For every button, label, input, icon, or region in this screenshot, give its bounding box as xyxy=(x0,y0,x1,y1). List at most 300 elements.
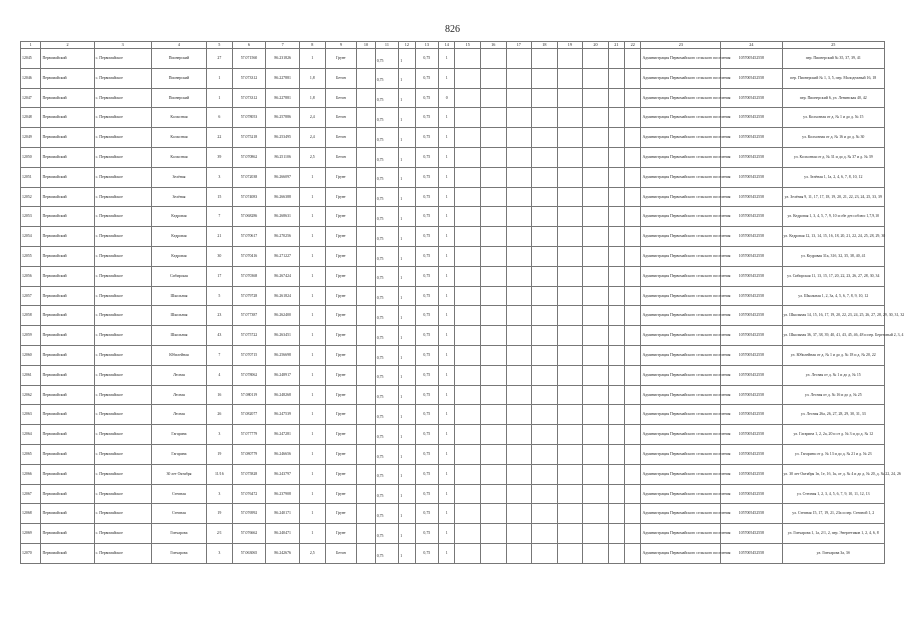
address-cell: ул. Юбилейная от д. № 1 и до д. № 18 и д. № 20, 22 xyxy=(782,345,884,365)
row-id: 12052 xyxy=(21,187,41,207)
count-cell-value: 1 xyxy=(400,296,403,301)
volume-cell xyxy=(375,167,399,187)
empty-cell xyxy=(557,524,583,544)
ogrn-cell: 1057005452558 xyxy=(721,385,782,405)
count-cell xyxy=(399,227,415,247)
count-cell xyxy=(399,246,415,266)
volume-cell-value: 0,75 xyxy=(376,137,384,142)
volume-cell-value: 0,75 xyxy=(376,434,384,439)
latitude-cell: 57.077779 xyxy=(232,425,266,445)
owner-cell: Администрация Первомайского сельского поселения xyxy=(641,306,721,326)
owner-cell: Администрация Первомайского сельского поселения xyxy=(641,444,721,464)
district-cell: Первомайский xyxy=(41,385,94,405)
empty-cell xyxy=(532,88,558,108)
empty-cell xyxy=(532,345,558,365)
count-cell xyxy=(399,128,415,148)
ogrn-cell: 1057005452558 xyxy=(721,345,782,365)
empty-cell xyxy=(357,227,375,247)
empty-cell xyxy=(583,504,609,524)
column-number: 6 xyxy=(232,42,266,49)
empty-cell xyxy=(357,425,375,445)
owner-cell: Администрация Первомайского сельского поселения xyxy=(641,543,721,563)
street-cell: Лесная xyxy=(151,385,206,405)
container-volume-cell: 0,75 xyxy=(415,365,439,385)
address-cell: ул. Лесная 26а, 26, 27, 28, 29, 30, 31, 33 xyxy=(782,405,884,425)
empty-cell xyxy=(583,246,609,266)
count-cell xyxy=(399,405,415,425)
empty-cell xyxy=(583,365,609,385)
empty-cell xyxy=(506,504,532,524)
count-cell-value: 1 xyxy=(400,395,403,400)
volume-cell-value: 0,75 xyxy=(376,296,384,301)
surface-cell: Бетон xyxy=(325,68,357,88)
street-cell: Пионерский xyxy=(151,68,206,88)
header-row xyxy=(21,42,885,49)
empty-cell xyxy=(608,385,624,405)
settlement-cell: с. Первомайское xyxy=(94,187,151,207)
empty-cell xyxy=(357,128,375,148)
empty-cell xyxy=(357,504,375,524)
row-id: 12065 xyxy=(21,444,41,464)
empty-cell xyxy=(480,128,506,148)
table-row xyxy=(21,88,885,108)
table-row xyxy=(21,464,885,484)
empty-cell xyxy=(480,444,506,464)
ogrn-cell: 1057005452558 xyxy=(721,68,782,88)
street-cell: Степная xyxy=(151,504,206,524)
count-cell-value: 1 xyxy=(400,434,403,439)
empty-cell xyxy=(480,286,506,306)
page-number: 826 xyxy=(445,24,460,35)
area-cell: 1 xyxy=(300,524,326,544)
empty-cell xyxy=(608,266,624,286)
empty-cell xyxy=(608,524,624,544)
empty-cell xyxy=(557,504,583,524)
empty-cell xyxy=(625,286,641,306)
empty-cell xyxy=(455,286,481,306)
address-cell: ул. Гагарина 1, 2, 2а, 20 и от д. № 3 и до д. № 12 xyxy=(782,425,884,445)
table-row xyxy=(21,444,885,464)
house-cell: 3 xyxy=(207,543,233,563)
longitude-cell: 86.242676 xyxy=(266,543,300,563)
area-cell: 1 xyxy=(300,385,326,405)
empty-cell xyxy=(608,286,624,306)
empty-cell xyxy=(583,49,609,69)
count-cell xyxy=(399,524,415,544)
count-cell-value: 1 xyxy=(400,58,403,63)
area-cell: 1 xyxy=(300,504,326,524)
column-number: 11 xyxy=(375,42,399,49)
owner-cell: Администрация Первомайского сельского поселения xyxy=(641,108,721,128)
row-id: 12058 xyxy=(21,306,41,326)
district-cell: Первомайский xyxy=(41,504,94,524)
empty-cell xyxy=(557,444,583,464)
surface-cell: Грунт xyxy=(325,246,357,266)
volume-cell-value: 0,75 xyxy=(376,533,384,538)
area-cell: 1 xyxy=(300,306,326,326)
count-cell xyxy=(399,167,415,187)
surface-cell: Грунт xyxy=(325,385,357,405)
settlement-cell: с. Первомайское xyxy=(94,504,151,524)
empty-cell xyxy=(480,345,506,365)
container-volume-cell: 0,75 xyxy=(415,405,439,425)
table-body xyxy=(21,49,905,564)
volume-cell-value: 0,75 xyxy=(376,236,384,241)
district-cell: Первомайский xyxy=(41,246,94,266)
volume-cell-value: 0,75 xyxy=(376,414,384,419)
row-id: 12066 xyxy=(21,464,41,484)
empty-cell xyxy=(506,246,532,266)
street-cell: Пионерский xyxy=(151,49,206,69)
surface-cell: Бетон xyxy=(325,543,357,563)
count-cell xyxy=(399,504,415,524)
latitude-cell: 57.070617 xyxy=(232,227,266,247)
row-id: 12068 xyxy=(21,504,41,524)
empty-cell xyxy=(480,49,506,69)
container-volume-cell: 0,75 xyxy=(415,306,439,326)
empty-cell xyxy=(506,306,532,326)
count-cell xyxy=(399,88,415,108)
surface-cell: Грунт xyxy=(325,425,357,445)
house-cell: 3 xyxy=(207,167,233,187)
latitude-cell: 57.068286 xyxy=(232,207,266,227)
empty-cell xyxy=(557,425,583,445)
empty-cell xyxy=(357,326,375,346)
count-cell-value: 1 xyxy=(400,98,403,103)
empty-cell xyxy=(532,246,558,266)
owner-cell: Администрация Первомайского сельского поселения xyxy=(641,68,721,88)
street-cell: Сибирская xyxy=(151,266,206,286)
count-cell-value: 1 xyxy=(400,513,403,518)
area-cell: 1 xyxy=(300,365,326,385)
container-volume-cell: 0,75 xyxy=(415,425,439,445)
empty-cell xyxy=(455,108,481,128)
address-cell: ул. Степная 1, 2, 3, 4, 5, 6, 7, 9, 10, 11, 12, 13 xyxy=(782,484,884,504)
ogrn-cell: 1057005452558 xyxy=(721,365,782,385)
empty-cell xyxy=(455,504,481,524)
empty-cell xyxy=(625,524,641,544)
container-volume-cell: 0,75 xyxy=(415,266,439,286)
column-number: 13 xyxy=(415,42,439,49)
empty-cell xyxy=(357,405,375,425)
container-count-cell: 1 xyxy=(439,49,455,69)
district-cell: Первомайский xyxy=(41,286,94,306)
volume-cell xyxy=(375,128,399,148)
empty-cell xyxy=(532,128,558,148)
count-cell xyxy=(399,49,415,69)
empty-cell xyxy=(480,68,506,88)
house-cell: 1 xyxy=(207,68,233,88)
empty-cell xyxy=(506,365,532,385)
container-volume-cell: 0,75 xyxy=(415,504,439,524)
empty-cell xyxy=(455,147,481,167)
container-volume-cell: 0,75 xyxy=(415,345,439,365)
container-volume-cell: 0,75 xyxy=(415,108,439,128)
volume-cell-value: 0,75 xyxy=(376,98,384,103)
table-row xyxy=(21,306,885,326)
settlement-cell: с. Первомайское xyxy=(94,68,151,88)
table-row xyxy=(21,405,885,425)
settlement-cell: с. Первомайское xyxy=(94,306,151,326)
column-number: 1 xyxy=(21,42,41,49)
empty-cell xyxy=(557,405,583,425)
count-cell-value: 1 xyxy=(400,78,403,83)
empty-cell xyxy=(608,326,624,346)
longitude-cell: 86.256698 xyxy=(266,345,300,365)
area-cell: 2,4 xyxy=(300,108,326,128)
count-cell-value: 1 xyxy=(400,197,403,202)
empty-cell xyxy=(455,425,481,445)
house-cell: 19 xyxy=(207,444,233,464)
address-cell: ул. 30 лет Октября 1в, 1е, 1б, 1к, от д. № 4 и до д. № 20, д. № 22, 24, 26 xyxy=(782,464,884,484)
longitude-cell: 86.227881 xyxy=(266,88,300,108)
container-count-cell: 1 xyxy=(439,207,455,227)
table-row xyxy=(21,543,885,563)
street-cell: Школьная xyxy=(151,326,206,346)
empty-cell xyxy=(506,227,532,247)
row-id: 12050 xyxy=(21,147,41,167)
owner-cell: Администрация Первомайского сельского поселения xyxy=(641,405,721,425)
settlement-cell: с. Первомайское xyxy=(94,286,151,306)
owner-cell: Администрация Первомайского сельского поселения xyxy=(641,128,721,148)
empty-cell xyxy=(608,88,624,108)
empty-cell xyxy=(480,207,506,227)
empty-cell xyxy=(532,484,558,504)
empty-cell xyxy=(625,385,641,405)
settlement-cell: с. Первомайское xyxy=(94,246,151,266)
latitude-cell: 57.080119 xyxy=(232,385,266,405)
volume-cell xyxy=(375,543,399,563)
area-cell: 1 xyxy=(300,286,326,306)
district-cell: Первомайский xyxy=(41,49,94,69)
empty-cell xyxy=(357,167,375,187)
table-row xyxy=(21,425,885,445)
container-volume-cell: 0,75 xyxy=(415,246,439,266)
ogrn-cell: 1057005452558 xyxy=(721,128,782,148)
street-cell: Кедровая xyxy=(151,246,206,266)
longitude-cell: 86.253495 xyxy=(266,128,300,148)
surface-cell: Грунт xyxy=(325,504,357,524)
empty-cell xyxy=(506,345,532,365)
volume-cell-value: 0,75 xyxy=(376,216,384,221)
empty-cell xyxy=(608,444,624,464)
empty-cell xyxy=(455,306,481,326)
empty-cell xyxy=(557,167,583,187)
empty-cell xyxy=(557,385,583,405)
empty-cell xyxy=(532,187,558,207)
empty-cell xyxy=(608,543,624,563)
empty-cell xyxy=(480,227,506,247)
owner-cell: Администрация Первомайского сельского поселения xyxy=(641,345,721,365)
settlement-cell: с. Первомайское xyxy=(94,425,151,445)
column-number: 18 xyxy=(532,42,558,49)
volume-cell-value: 0,75 xyxy=(376,513,384,518)
empty-cell xyxy=(455,187,481,207)
count-cell-value: 1 xyxy=(400,454,403,459)
empty-cell xyxy=(506,167,532,187)
empty-cell xyxy=(357,385,375,405)
empty-cell xyxy=(557,207,583,227)
column-number: 19 xyxy=(557,42,583,49)
empty-cell xyxy=(608,147,624,167)
container-volume-cell: 0,75 xyxy=(415,167,439,187)
count-cell xyxy=(399,425,415,445)
empty-cell xyxy=(532,444,558,464)
ogrn-cell: 1057005452558 xyxy=(721,227,782,247)
column-number: 12 xyxy=(399,42,415,49)
area-cell: 1 xyxy=(300,167,326,187)
table-row xyxy=(21,108,885,128)
empty-cell xyxy=(557,543,583,563)
table-row xyxy=(21,128,885,148)
ogrn-cell: 1057005452558 xyxy=(721,187,782,207)
count-cell-value: 1 xyxy=(400,276,403,281)
street-cell: Гончарова xyxy=(151,524,206,544)
row-id: 12048 xyxy=(21,108,41,128)
table-row xyxy=(21,68,885,88)
longitude-cell: 86.266097 xyxy=(266,167,300,187)
empty-cell xyxy=(357,286,375,306)
empty-cell xyxy=(455,227,481,247)
ogrn-cell: 1057005452558 xyxy=(721,266,782,286)
longitude-cell: 86.248268 xyxy=(266,385,300,405)
count-cell-value: 1 xyxy=(400,216,403,221)
count-cell xyxy=(399,444,415,464)
empty-cell xyxy=(455,266,481,286)
area-cell: 1 xyxy=(300,207,326,227)
empty-cell xyxy=(625,128,641,148)
volume-cell xyxy=(375,504,399,524)
empty-cell xyxy=(625,365,641,385)
empty-cell xyxy=(357,306,375,326)
empty-cell xyxy=(455,345,481,365)
street-cell: Кедровая xyxy=(151,227,206,247)
container-volume-cell: 0,75 xyxy=(415,385,439,405)
surface-cell: Грунт xyxy=(325,365,357,385)
container-count-cell: 1 xyxy=(439,524,455,544)
empty-cell xyxy=(532,306,558,326)
empty-cell xyxy=(625,108,641,128)
empty-cell xyxy=(583,306,609,326)
empty-cell xyxy=(557,345,583,365)
empty-cell xyxy=(583,425,609,445)
empty-cell xyxy=(608,345,624,365)
house-cell: 19 xyxy=(207,504,233,524)
latitude-cell: 57.070715 xyxy=(232,345,266,365)
count-cell-value: 1 xyxy=(400,315,403,320)
empty-cell xyxy=(455,385,481,405)
latitude-cell: 57.071560 xyxy=(232,49,266,69)
empty-cell xyxy=(608,187,624,207)
volume-cell xyxy=(375,425,399,445)
surface-cell: Грунт xyxy=(325,227,357,247)
longitude-cell: 86.227881 xyxy=(266,68,300,88)
area-cell: 1 xyxy=(300,425,326,445)
address-cell: пер. Пионерский № 1, 3, 5, пер. Молодежный 16, 18 xyxy=(782,68,884,88)
empty-cell xyxy=(455,524,481,544)
surface-cell: Грунт xyxy=(325,167,357,187)
column-number: 5 xyxy=(207,42,233,49)
latitude-cell: 57.073312 xyxy=(232,88,266,108)
empty-cell xyxy=(506,266,532,286)
volume-cell xyxy=(375,405,399,425)
column-number: 20 xyxy=(583,42,609,49)
empty-cell xyxy=(608,108,624,128)
row-id: 12063 xyxy=(21,405,41,425)
empty-cell xyxy=(625,345,641,365)
empty-cell xyxy=(532,464,558,484)
empty-cell xyxy=(583,286,609,306)
row-id: 12067 xyxy=(21,484,41,504)
address-cell: ул. Степная 15, 17, 19, 21, 23а и пер. Степной 1, 2 xyxy=(782,504,884,524)
empty-cell xyxy=(557,286,583,306)
volume-cell xyxy=(375,187,399,207)
volume-cell xyxy=(375,246,399,266)
address-cell: ул. Гончарова 1, 1а, 2/1, 2, пер. Энергетиков 1, 2, 4, 6, 8 xyxy=(782,524,884,544)
house-cell: 27 xyxy=(207,49,233,69)
house-cell: 11/16 xyxy=(207,464,233,484)
owner-cell: Администрация Первомайского сельского поселения xyxy=(641,524,721,544)
address-cell: ул. Лесная от д. № 1 и до д. № 15 xyxy=(782,365,884,385)
street-cell: Гагарина xyxy=(151,425,206,445)
empty-cell xyxy=(455,484,481,504)
house-cell: 3 xyxy=(207,425,233,445)
longitude-cell: 86.251106 xyxy=(266,147,300,167)
empty-cell xyxy=(357,464,375,484)
latitude-cell: 57.072038 xyxy=(232,167,266,187)
longitude-cell: 86.261824 xyxy=(266,286,300,306)
empty-cell xyxy=(608,504,624,524)
table-row xyxy=(21,286,885,306)
column-number: 24 xyxy=(721,42,782,49)
empty-cell xyxy=(532,504,558,524)
empty-cell xyxy=(480,425,506,445)
latitude-cell: 57.074083 xyxy=(232,187,266,207)
count-cell xyxy=(399,187,415,207)
district-cell: Первомайский xyxy=(41,167,94,187)
container-volume-cell: 0,75 xyxy=(415,464,439,484)
container-count-cell: 1 xyxy=(439,326,455,346)
column-number: 2 xyxy=(41,42,94,49)
empty-cell xyxy=(583,543,609,563)
empty-cell xyxy=(532,543,558,563)
volume-cell xyxy=(375,306,399,326)
count-cell xyxy=(399,543,415,563)
empty-cell xyxy=(506,68,532,88)
empty-cell xyxy=(455,88,481,108)
area-cell: 1 xyxy=(300,345,326,365)
latitude-cell: 57.075828 xyxy=(232,464,266,484)
empty-cell xyxy=(625,266,641,286)
container-volume-cell: 0,75 xyxy=(415,543,439,563)
container-count-cell: 1 xyxy=(439,444,455,464)
column-number: 14 xyxy=(439,42,455,49)
area-cell: 1 xyxy=(300,227,326,247)
empty-cell xyxy=(532,405,558,425)
surface-cell: Бетон xyxy=(325,108,357,128)
table-row xyxy=(21,345,885,365)
empty-cell xyxy=(506,88,532,108)
street-cell: Школьная xyxy=(151,286,206,306)
container-volume-cell: 0,75 xyxy=(415,187,439,207)
latitude-cell: 57.082077 xyxy=(232,405,266,425)
empty-cell xyxy=(625,543,641,563)
volume-cell-value: 0,75 xyxy=(376,375,384,380)
empty-cell xyxy=(583,345,609,365)
ogrn-cell: 1057005452558 xyxy=(721,108,782,128)
settlement-cell: с. Первомайское xyxy=(94,49,151,69)
empty-cell xyxy=(557,246,583,266)
